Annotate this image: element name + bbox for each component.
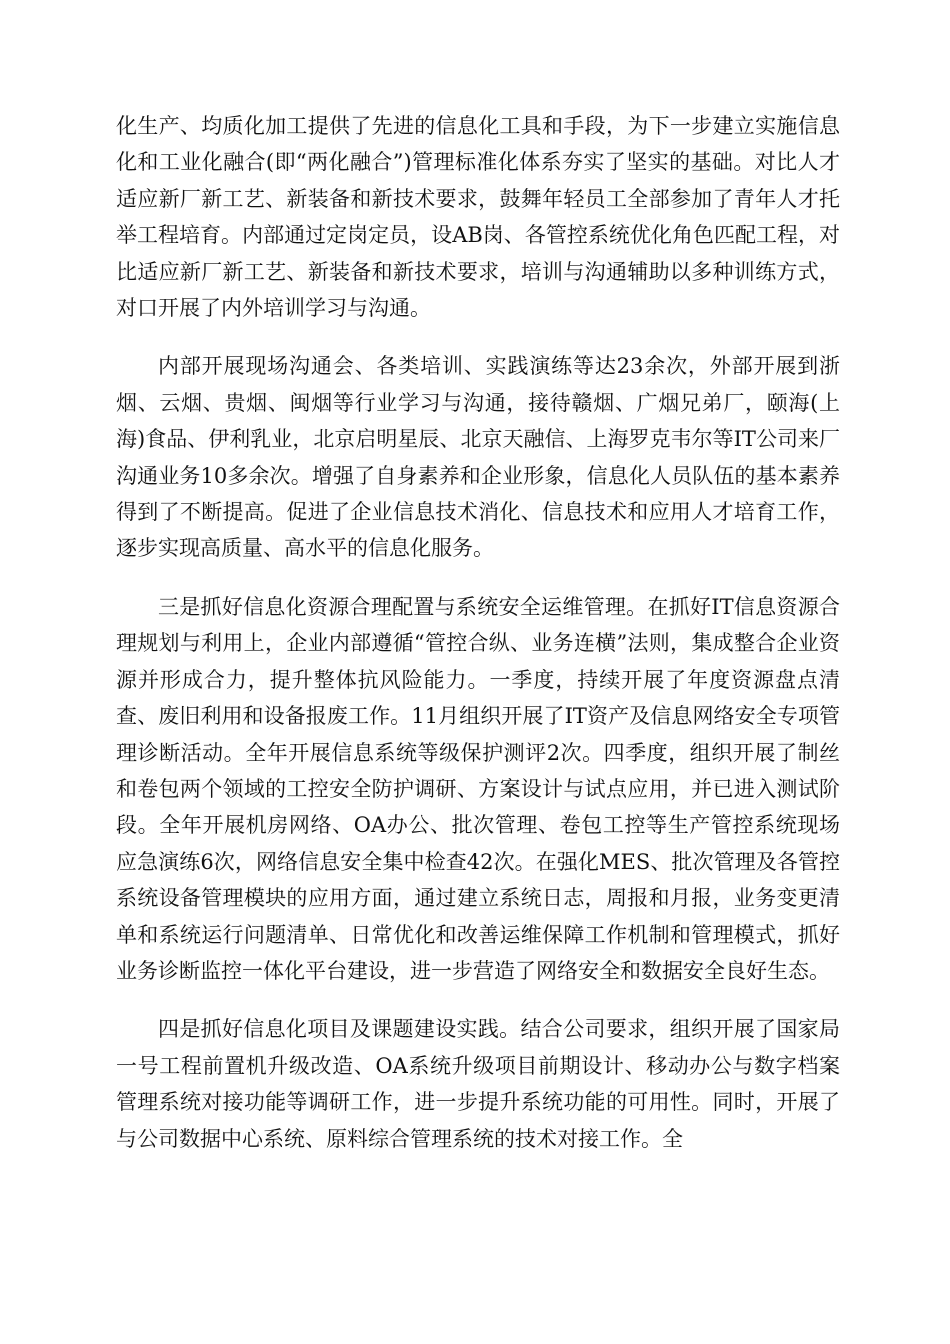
document-body xyxy=(116,108,840,1179)
paragraph-2: 内部开展现场沟通会、各类培训、实践演练等达23余次，外部开展到浙烟、云烟、贵烟、闽烟等行业学习与沟通，接待赣烟、广烟兄弟厂，颐海(上海)食品、伊利乳业，北京启明星辰、北京天融信、上海罗克韦尔等IT公司来厂沟通业务10多余次。增强了自身素养和企业形象，信息化人员队伍的基本素养得到了不断提高。促进了企业信息技术消化、信息技术和应用人才培育工作，逐步实现高质量、高水平的信息化服务。 xyxy=(116,354,840,561)
paragraph-1: 化生产、均质化加工提供了先进的信息化工具和手段，为下一步建立实施信息化和工业化融合(即“两化融合”)管理标准化体系夯实了坚实的基础。对比人才适应新厂新工艺、新装备和新技术要求，鼓舞年轻员工全部参加了青年人才托举工程培育。内部通过定岗定员，设AB岗、各管控系统优化角色匹配工程，对比适应新厂新工艺、新装备和新技术要求，培训与沟通辅助以多种训练方式，对口开展了内外培训学习与沟通。 xyxy=(116,114,840,321)
paragraph-3: 三是抓好信息化资源合理配置与系统安全运维管理。在抓好IT信息资源合理规划与利用上，企业内部遵循“管控合纵、业务连横”法则，集成整合企业资源并形成合力，提升整体抗风险能力。一季度，持续开展了年度资源盘点清查、废旧利用和设备报废工作。11月组织开展了IT资产及信息网络安全专项管理诊断活动。全年开展信息系统等级保护测评2次。四季度，组织开展了制丝和卷包两个领域的工控安全防护调研、方案设计与试点应用，并已进入测试阶段。全年开展机房网络、OA办公、批次管理、卷包工控等生产管控系统现场应急演练6次，网络信息安全集中检查42次。在强化MES、批次管理及各管控系统设备管理模块的应用方面，通过建立系统日志，周报和月报，业务变更清单和系统运行问题清单、日常优化和改善运维保障工作机制和管理模式，抓好业务诊断监控一体化平台建设，进一步营造了网络安全和数据安全良好生态。 xyxy=(116,594,840,983)
paragraph-4: 四是抓好信息化项目及课题建设实践。结合公司要求，组织开展了国家局一号工程前置机升级改造、OA系统升级项目前期设计、移动办公与数字档案管理系统对接功能等调研工作，进一步提升系统功能的可用性。同时，开展了与公司数据中心系统、原料综合管理系统的技术对接工作。全 xyxy=(116,1017,840,1151)
